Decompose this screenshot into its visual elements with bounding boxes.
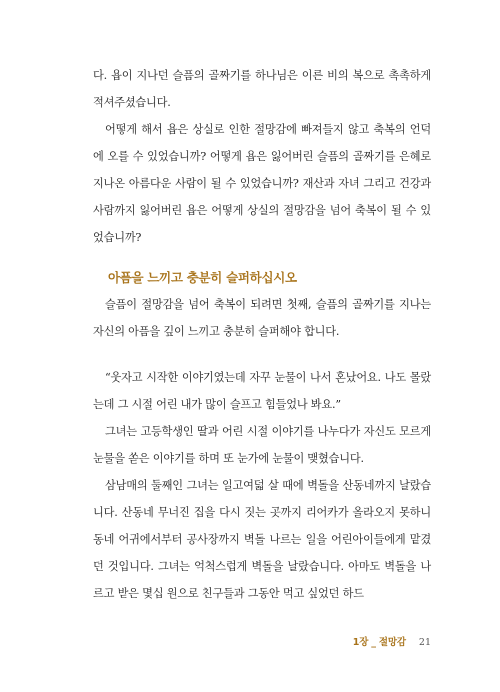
section-heading: 아픔을 느끼고 충분히 슬퍼하십시오 <box>108 270 297 285</box>
paragraph: 어떻게 해서 욥은 상실로 인한 절망감에 빠져들지 않고 축복의 언덕에 오를 수 있었습니까? 어떻게 욥은 잃어버린 슬픔의 골짜기를 은혜로 지나온 아름다운 사람이 될 수 있었습니까? 재산과 자녀 그리고 건강과 사람까지 잃어버린 욥은 어떻게 상실의 절망감을 넘어 축복이 될 수 있었습니까? <box>93 123 431 244</box>
paragraph: 슬픔이 절망감을 넘어 축복이 되려면 첫째, 슬픔의 골짜기를 지나는 자신의 아픔을 깊이 느끼고 충분히 슬퍼해야 합니다. <box>93 298 431 338</box>
body-section-mid <box>93 291 431 345</box>
body-section-bottom <box>93 364 431 607</box>
body-section-top <box>93 62 431 251</box>
page-footer <box>353 636 431 650</box>
page-number: 21 <box>418 637 431 648</box>
quote-paragraph: “웃자고 시작한 이야기였는데 자꾸 눈물이 나서 혼났어요. 나도 몰랐는데 그 시절 어린 내가 많이 슬프고 힘들었나 봐요.” <box>93 371 431 411</box>
paragraph: 다. 욥이 지나던 슬픔의 골짜기를 하나님은 이른 비의 복으로 촉촉하게 적셔주셨습니다. <box>93 69 431 109</box>
paragraph: 삼남매의 둘째인 그녀는 일고여덟 살 때에 벽돌을 산동네까지 날랐습니다. 산동네 무너진 집을 다시 짓는 곳까지 리어카가 올라오지 못하니 동네 어귀에서부터 공사장까지 벽돌 나르는 일을 어린아이들에게 맡겼던 것입니다. 그녀는 억척스럽게 벽돌을 날랐습니다. 아마도 벽돌을 나르고 받은 몇십 원으로 친구들과 그동안 먹고 싶었던 하드 <box>93 479 431 600</box>
chapter-title: 1장 _ 절망감 <box>352 637 406 648</box>
paragraph: 그녀는 고등학생인 딸과 어린 시절 이야기를 나누다가 자신도 모르게 눈물을 쏟은 이야기를 하며 또 눈가에 눈물이 맺혔습니다. <box>93 425 431 465</box>
